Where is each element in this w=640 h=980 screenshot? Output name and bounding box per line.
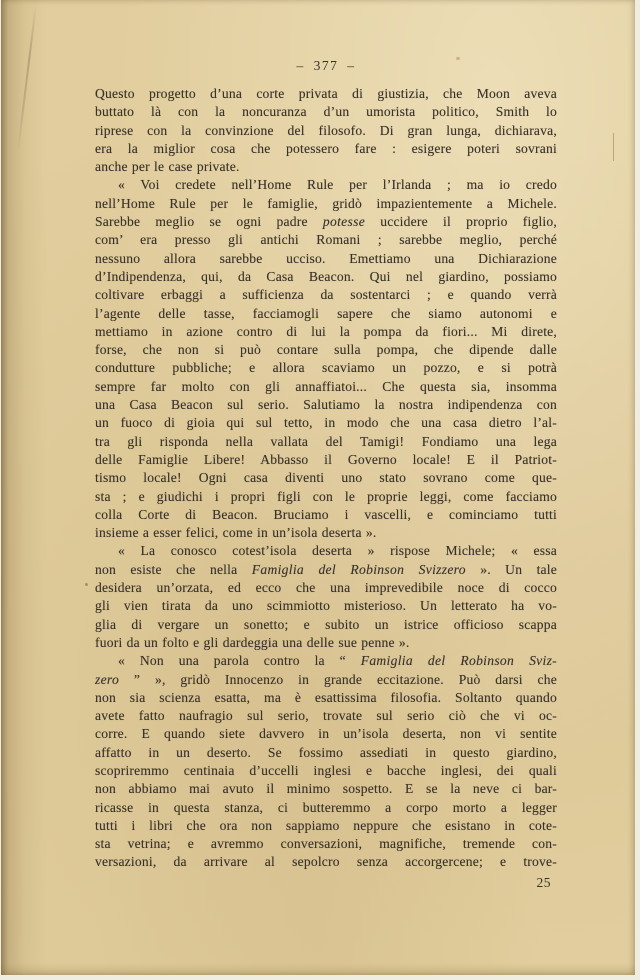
text-line: sta ; e giudichi i propri figli con le proprie leggi, come facciamo [95, 488, 557, 504]
text-line: gli vien tirata da uno scimmiotto misterioso. Un letterato ha vo- [95, 598, 557, 614]
text-line: un fuoco di gioia qui sul tetto, in modo che una casa dietro l’al- [95, 415, 557, 431]
text-block [95, 0, 557, 980]
text-line: affatto in un deserto. Se fossimo assediati in questo giardino, [95, 744, 557, 760]
text-line: sempre far molto con gli annaffiatoi... Che questa sia, insomma [95, 378, 557, 394]
text-line: Questo progetto d’una corte privata di giustizia, che Moon aveva [95, 86, 557, 101]
text-line: non esiste che nella Famiglia del Robinson Svizzero ». Un tale [95, 561, 557, 577]
text-line: colla Corte di Beacon. Bruciamo i vascelli, e cominciamo tutti [95, 506, 557, 522]
paper-speck [85, 583, 88, 586]
paper-scratch [613, 133, 614, 161]
text-line: avete fatto naufragio sul serio, trovate sul serio ciò che vi oc- [95, 708, 557, 724]
text-line: riprese con la convinzione del filosofo. Di gran lunga, dichiarava, [95, 122, 557, 138]
text-line: versazioni, da arrivare al sepolcro senza accorgercene; e trove- [95, 854, 557, 870]
text-line: insieme a esser felici, come in un’isola deserta ». [95, 525, 377, 541]
text-line: tra gli risponda nella vallata del Tamigi! Fondiamo una lega [95, 433, 557, 449]
text-line: scopriremmo centinaia d’uccelli inglesi e bacche inglesi, dei quali [95, 762, 557, 778]
text-line: fuori da un folto e gli dardeggia una delle sue penne ». [95, 634, 410, 650]
text-line: zero ” », gridò Innocenzo in grande eccitazione. Può darsi che [95, 671, 557, 687]
text-line: « La conosco cotest’isola deserta » rispose Michele; « essa [118, 543, 557, 559]
text-line: coltivare erbaggi a sufficienza da sostentarci ; e quando verrà [95, 287, 557, 303]
text-line: condutture pubbliche; e allora scaviamo un pozzo, e si potrà [95, 360, 557, 376]
text-line: d’Indipendenza, qui, da Casa Beacon. Qui nel giardino, possiamo [95, 268, 557, 284]
text-line: non abbiamo mai avuto il minimo sospetto. E se la neve ci bar- [95, 781, 557, 797]
page-number-header: – 377 – [296, 58, 356, 73]
text-line: tismo locale! Ogni casa diventi uno stato sovrano come que- [95, 470, 557, 486]
text-line: ricasse in questa stanza, ci butteremmo a corpo morto a legger [95, 799, 557, 815]
text-line: sta vetrina; e avremmo conversazioni, magnifiche, tremende con- [95, 836, 557, 852]
text-line: nessuno allora sarebbe ucciso. Emettiamo una Dichiarazione [95, 250, 557, 266]
text-line: era la miglior cosa che potessero fare : esigere poteri sovrani [95, 140, 557, 156]
text-lines [95, 85, 557, 872]
text-line: mettiamo in azione contro di lui la pompa da fiori... Mi direte, [95, 323, 557, 339]
text-line: Sarebbe meglio se ogni padre potesse uccidere il proprio figlio, [95, 214, 557, 230]
paper-crease [17, 4, 37, 153]
text-line: anche per le case private. [95, 159, 240, 175]
text-line: « Voi credete nell’Home Rule per l’Irlanda ; ma io credo [118, 177, 557, 193]
text-line: corre. E quando siete davvero in un’isola deserta, non vi sentite [95, 726, 557, 742]
page-paper [1, 0, 635, 975]
text-line: delle Famiglie Libere! Abbasso il Governo locale! E il Patriot- [95, 451, 557, 467]
text-line: glia di vergare un sonetto; e subito un istrice officioso scappa [95, 616, 557, 632]
text-line: com’ era presso gli antichi Romani ; sarebbe meglio, perché [95, 232, 557, 248]
text-line: « Non una parola contro la “ Famiglia del Robinson Sviz- [118, 653, 557, 669]
signature-number: 25 [536, 875, 551, 890]
text-line: una Casa Beacon sul serio. Salutiamo la nostra indipendenza con [95, 397, 557, 413]
text-line: nell’Home Rule per le famiglie, gridò impazientemente a Michele. [95, 195, 557, 211]
text-line: l’agente delle tasse, facciamogli sapere che siamo autonomi e [95, 305, 557, 321]
text-line: non sia scienza esatta, ma è esattissima filosofia. Soltanto quando [95, 689, 557, 705]
text-line: buttato là con la noncuranza d’un umorista politico, Smith lo [95, 104, 557, 120]
text-line: forse, che non si può contare sulla pompa, che dipende dalle [95, 342, 557, 358]
text-line: desidera un’orzata, ed ecco che una imprevedibile noce di cocco [95, 580, 557, 596]
text-line: tutti i libri che ora non sappiamo neppure che esistano in cote- [95, 817, 557, 833]
